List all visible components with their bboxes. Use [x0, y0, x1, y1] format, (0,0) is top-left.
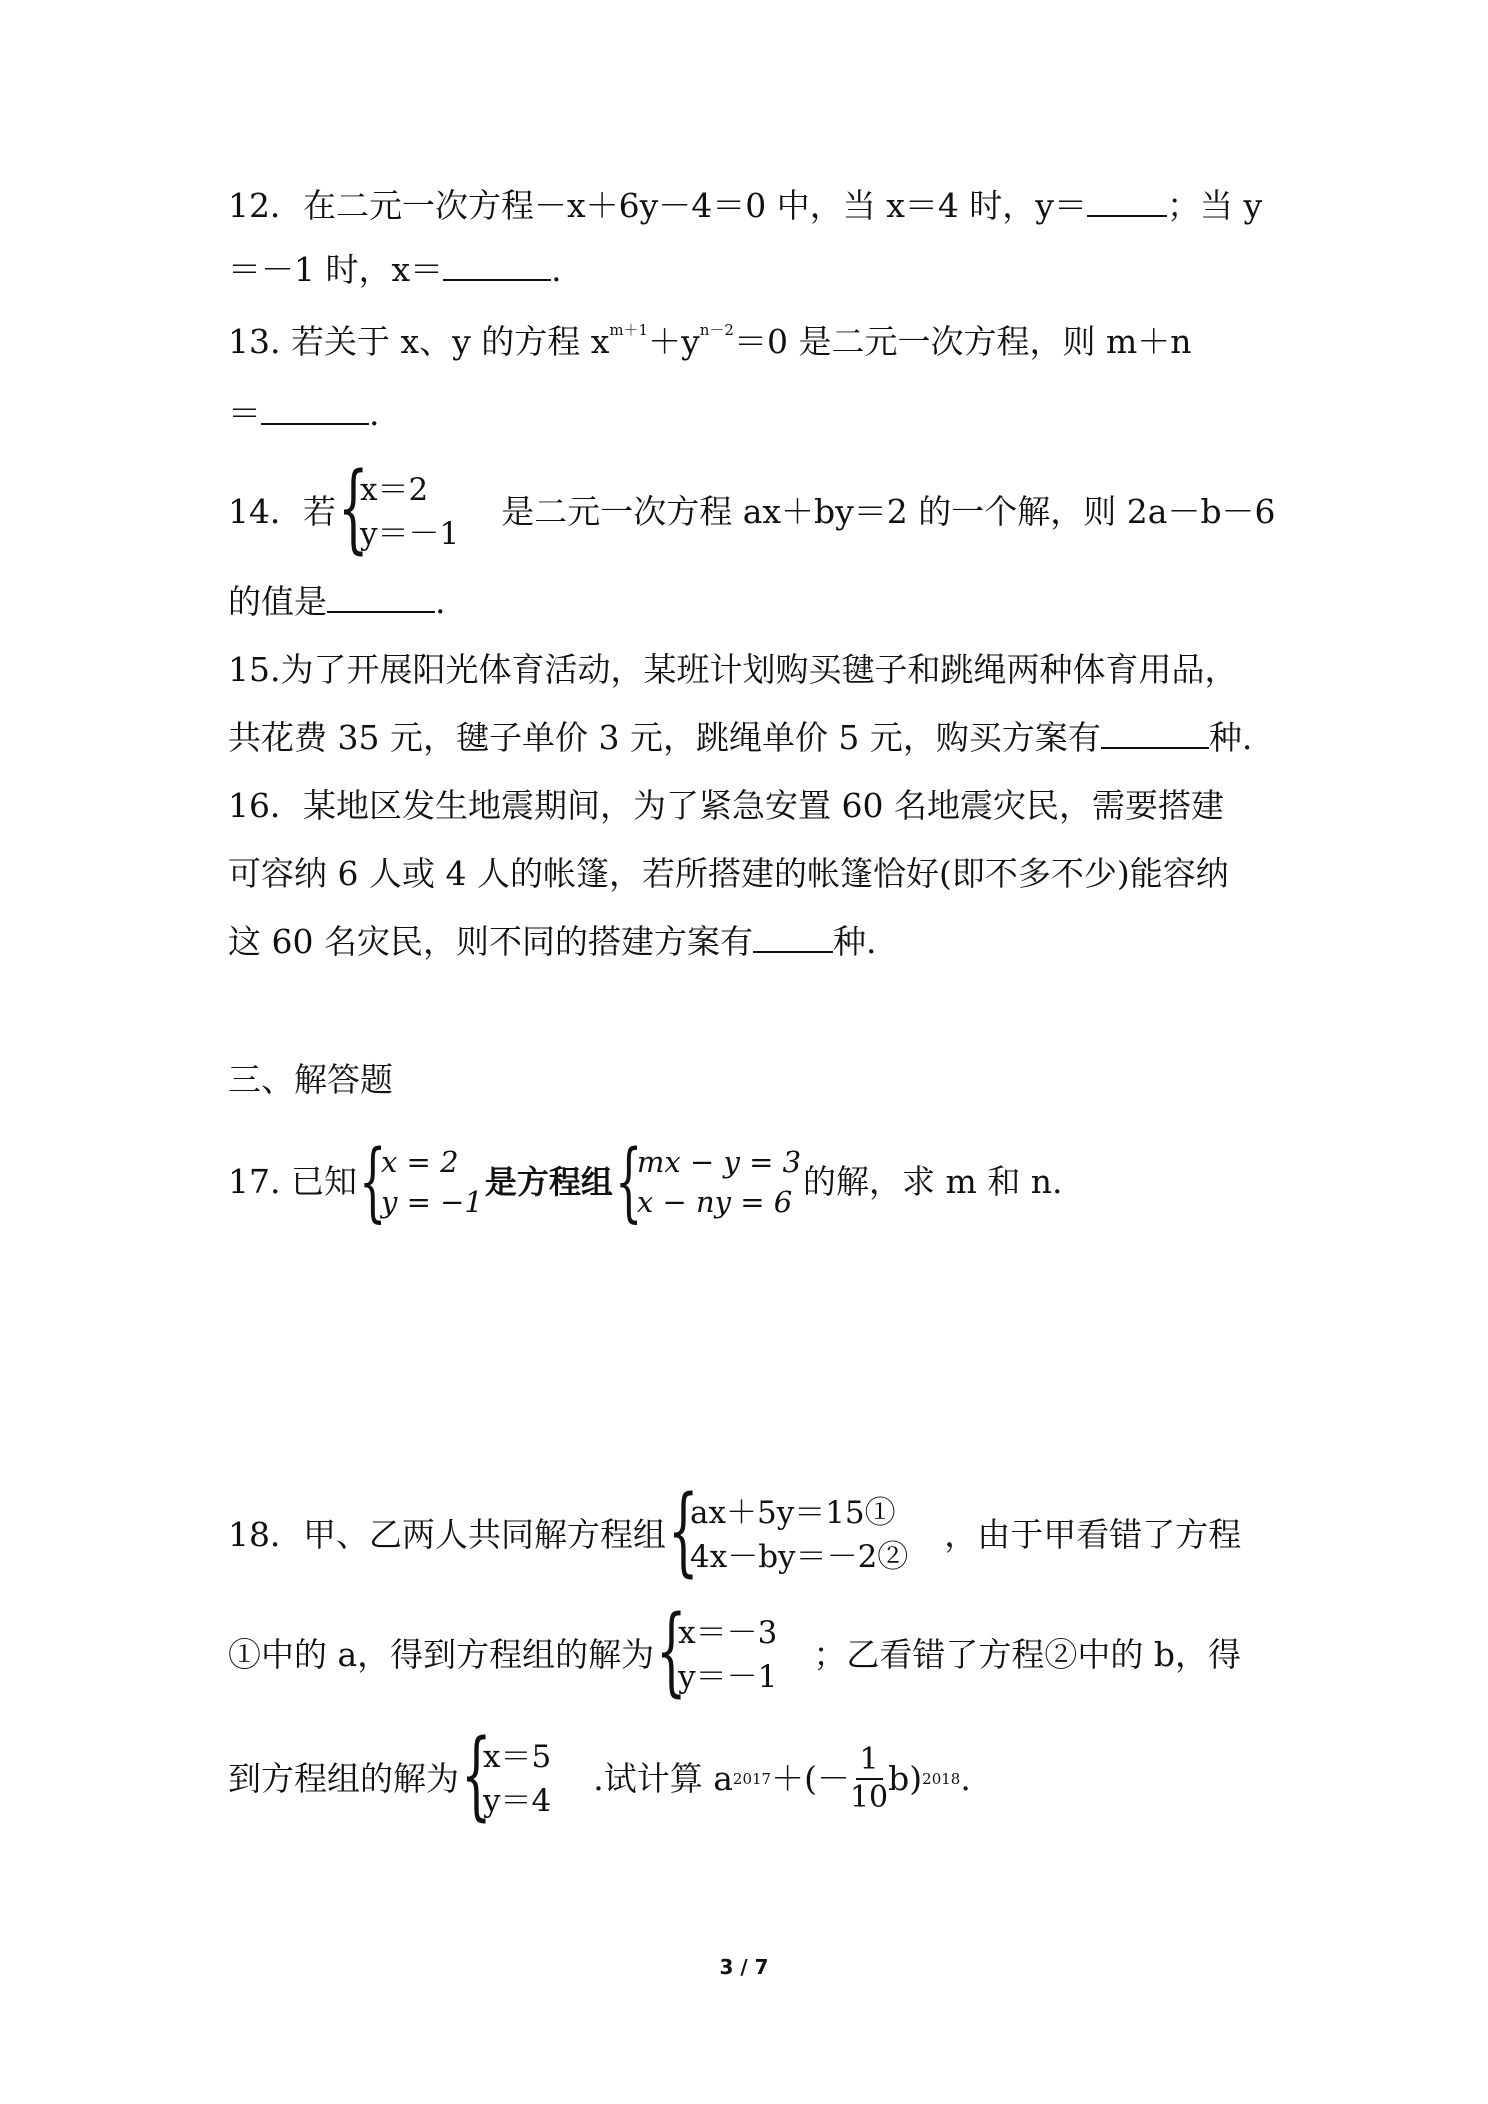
brace-icon: {: [461, 1719, 492, 1831]
q18-line3: 到方程组的解为 { x＝5 y＝4 .试计算 a 2017 ＋(－ $\frac{1}{10}$ b) 2018 .: [228, 1719, 971, 1831]
q16-blank: [753, 921, 833, 953]
q13-blank: [261, 393, 369, 425]
brace-icon: {: [338, 452, 369, 564]
q17-line: 17. 已知 { x = 2 y = −1 是方程组 { mx − y = 3 x − ny = 6 的解，求 m 和 n.: [228, 1132, 1063, 1232]
brace-icon: {: [668, 1475, 699, 1587]
q12-line2: ＝－1 时，x＝ .: [228, 250, 562, 289]
q14-equation-system: { x＝2 y＝－1: [338, 452, 460, 564]
brace-icon: {: [656, 1595, 687, 1707]
q18-line1: 18．甲、乙两人共同解方程组 { ax＋5y＝15① 4x－by＝－2② ，由于甲看错了方程: [228, 1475, 1242, 1587]
q13-line2: ＝ .: [228, 394, 380, 433]
q16-line3: 这 60 名灾民，则不同的搭建方案有 种.: [228, 922, 877, 961]
q14-line1: 14．若 { x＝2 y＝－1 是二元一次方程 ax＋by＝2 的一个解，则 2a－b－6: [228, 452, 1276, 564]
q17-solution-system: { x = 2 y = −1: [358, 1132, 483, 1232]
q18-line2: ①中的 a，得到方程组的解为 { x＝－3 y＝－1 ；乙看错了方程②中的 b，得: [228, 1595, 1242, 1707]
q15-line1: 15.为了开展阳光体育活动，某班计划购买毽子和跳绳两种体育用品，: [228, 650, 1238, 689]
q17-equation-system: { mx − y = 3 x − ny = 6: [614, 1132, 802, 1232]
q14-blank: [327, 581, 435, 613]
fraction: $\frac{1}{10}$: [849, 1742, 889, 1815]
q14-line2: 的值是 .: [228, 582, 446, 621]
section-heading: 三、解答题: [228, 1060, 393, 1099]
brace-icon: {: [358, 1132, 387, 1232]
q12-blank-y: [1087, 185, 1167, 217]
q12-blank-x: [443, 249, 551, 281]
brace-icon: {: [614, 1132, 643, 1232]
q18-equation-system: { ax＋5y＝15① 4x－by＝－2②: [668, 1475, 909, 1587]
page-number: 3 / 7: [719, 1955, 769, 1979]
q18-solution-b-system: { x＝5 y＝4: [461, 1719, 552, 1831]
q18-solution-a-system: { x＝－3 y＝－1: [656, 1595, 778, 1707]
q15-blank: [1101, 717, 1209, 749]
q16-line2: 可容纳 6 人或 4 人的帐篷，若所搭建的帐篷恰好(即不多不少)能容纳: [228, 854, 1229, 893]
q13-line1: 13. 若关于 x、y 的方程 $x^{m+1}+y^{n-2}=0$ 是二元一次方程，则 m＋n: [228, 321, 1192, 361]
q15-line2: 共花费 35 元，毽子单价 3 元，跳绳单价 5 元，购买方案有 种.: [228, 718, 1253, 757]
q12-line1: 12．在二元一次方程－x＋6y－4＝0 中，当 x＝4 时，y＝ ；当 y: [228, 186, 1263, 225]
q16-line1: 16．某地区发生地震期间，为了紧急安置 60 名地震灾民，需要搭建: [228, 786, 1224, 825]
